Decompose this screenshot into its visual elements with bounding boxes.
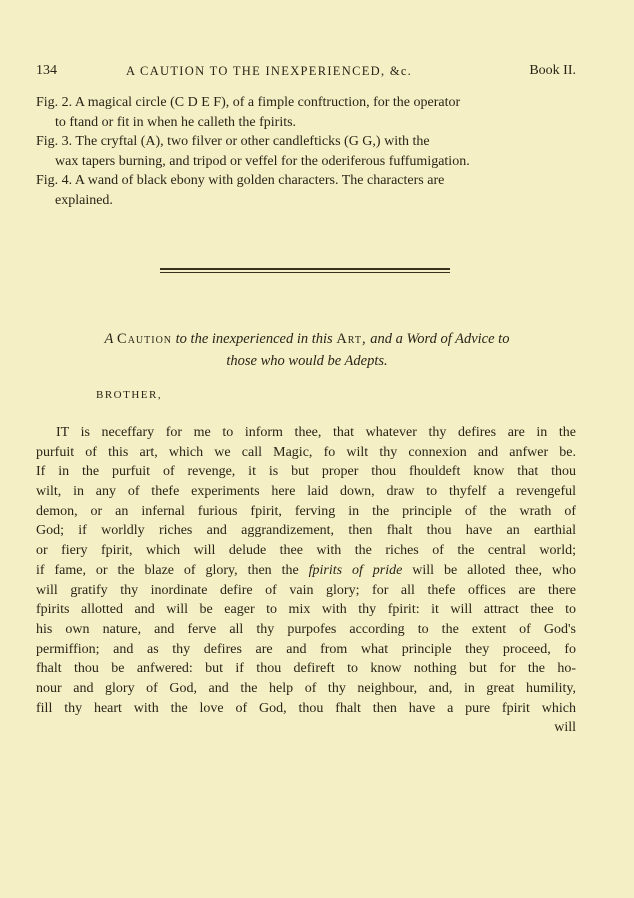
figure-caption	[36, 132, 578, 171]
section-divider	[160, 268, 450, 270]
caption-line: explained.	[55, 192, 113, 208]
heading-art: Art,	[336, 331, 367, 347]
heading-line-2	[36, 350, 578, 372]
body-line: fill thy heart with the love of God, thou fhalt then have a pure fpirit which	[36, 700, 576, 716]
caption-line: Fig. 3. The cryftal (A), two filver or other candlefticks (G G,) with the	[36, 134, 430, 149]
body-line	[36, 561, 576, 581]
caption-line: Fig. 2. A magical circle (C D E F), of a fimple conftruction, for the operator	[36, 95, 461, 110]
caption-line: wax tapers burning, and tripod or veffel for the oderiferous fuffumigation.	[55, 153, 470, 169]
catchword: will	[554, 720, 576, 736]
body-line: fhalt thou be anfwered: but if thou defireft to know nothing but for the ho-	[36, 661, 576, 677]
fame-after: will be alloted thee, who	[412, 562, 576, 578]
section-divider-thin	[160, 272, 450, 273]
heading-line-1	[36, 328, 578, 350]
page-number: 134	[36, 63, 57, 78]
heading-end: and a Word of Advice to	[370, 331, 510, 347]
running-title: A CAUTION TO THE INEXPERIENCED, &c.	[126, 64, 413, 78]
body-line: or fiery fpirit, which will delude thee with the riches of the central world;	[36, 543, 576, 559]
body-line: If in the purfuit of revenge, it is but proper thou fhouldeft know that thou	[36, 464, 576, 480]
body-line: God; if worldly riches and aggrandizement, then fhalt thou have an earthial	[36, 523, 576, 539]
body-line: purfuit of this art, which we call Magic, fo wilt thy connexion and anfwer be.	[36, 444, 576, 460]
caption-line: Fig. 4. A wand of black ebony with golden characters. The characters are	[36, 173, 445, 188]
heading-a: A	[104, 331, 114, 347]
figure-caption	[36, 93, 578, 132]
body-line: fpirits allotted and will be eager to mix with thy fpirit: it will attract thee to	[36, 602, 576, 618]
book-label: Book II.	[529, 63, 576, 78]
caption-line: to ftand or fit in when he calleth the fpirits.	[55, 114, 297, 130]
heading-line2-text: those who would be Adepts.	[226, 353, 388, 369]
salutation: BROTHER,	[96, 389, 163, 401]
body-line: nour and glory of God, and the help of thy neighbour, and, in great humility,	[36, 680, 576, 696]
heading-caution: Caution	[117, 331, 173, 347]
figure-captions	[36, 93, 578, 210]
body-line: his own nature, and ferve all thy purpofes according to the extent of God's	[36, 621, 576, 637]
body-line: demon, or an infernal furious fpirit, ferving in the principle of the wrath of	[36, 503, 576, 519]
heading-mid: to the inexperienced in this	[175, 331, 333, 347]
fame-italic: fpirits of pride	[308, 562, 403, 578]
body-line: wilt, in any of thefe experiments here laid down, draw to thyfelf a revengeful	[36, 484, 576, 500]
fame-before: if fame, or the blaze of glory, then the	[36, 562, 299, 578]
body-line: IT is neceffary for me to inform thee, that whatever thy defires are in the	[56, 425, 576, 440]
figure-caption	[36, 171, 578, 210]
running-header	[36, 63, 576, 83]
section-heading	[36, 328, 578, 372]
body-line: permiffion; and as thy defires are and from what principle they proceed, fo	[36, 641, 576, 657]
body-text	[36, 423, 576, 738]
body-line: will gratify thy inordinate defire of vain glory; for all thefe offices are there	[36, 582, 576, 598]
